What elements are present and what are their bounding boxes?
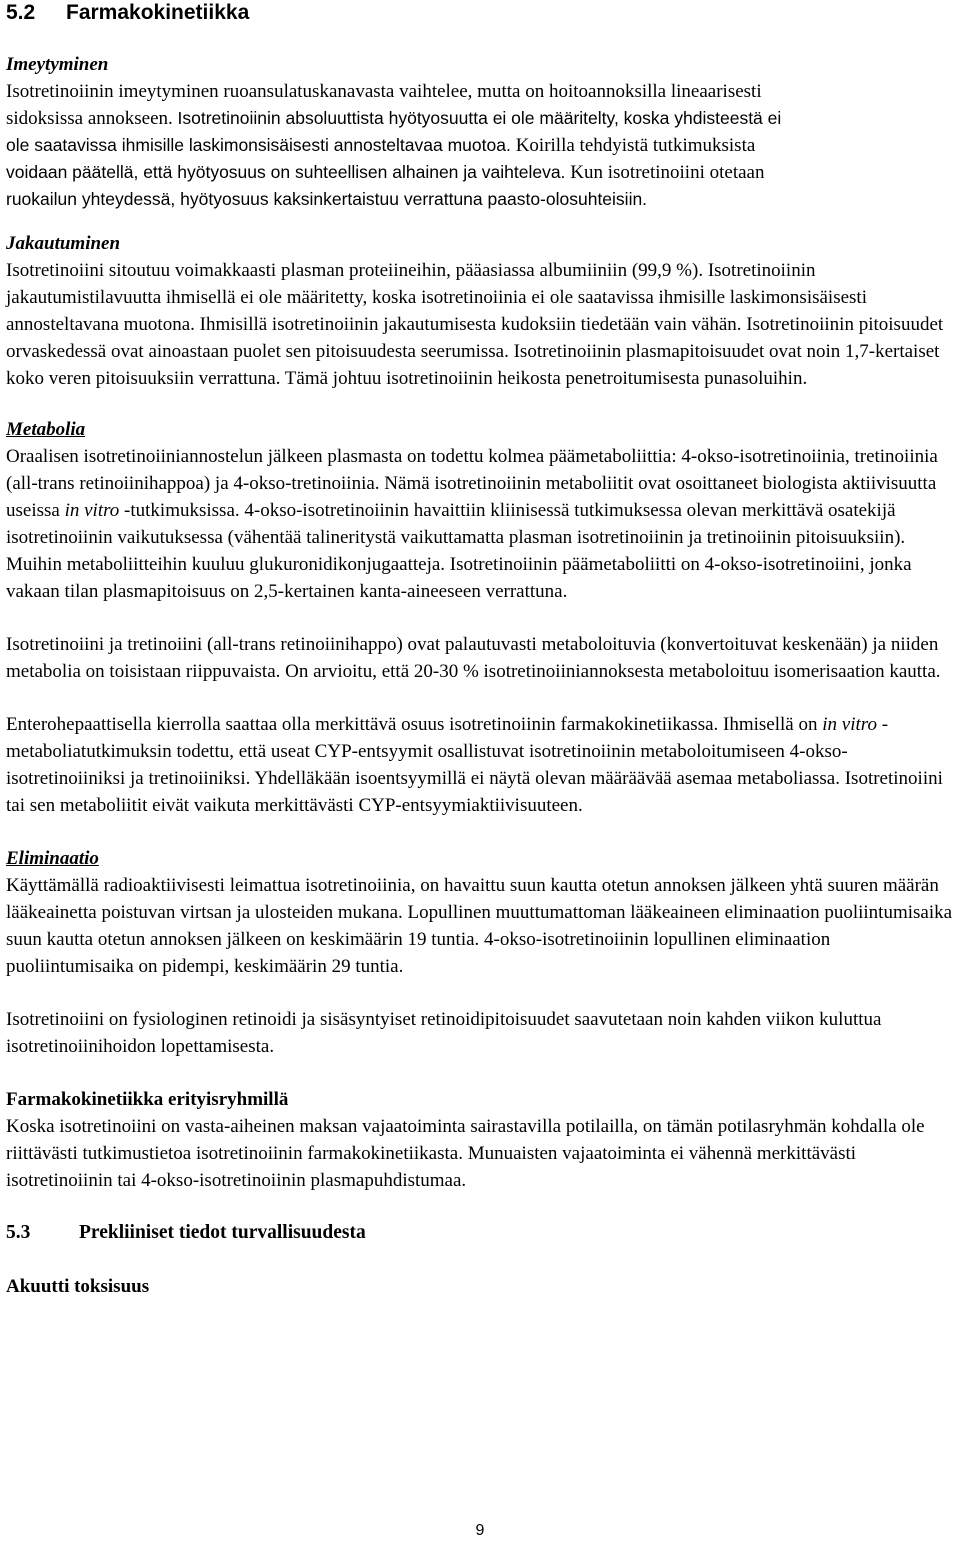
metabolia-p3-b: -metaboliatutkimuksin todettu, että useat CYP-entsyymit osallistuvat isotretinoiinin metaboloitumiseen 4-okso-isotretinoiiniksi ja tretinoiiniksi. Yhdelläkään isoentsyymillä ei näytä olevan määräävää asemaa metaboliassa. Isotretinoiini tai sen metaboliitit eivät vaikuta merkittävästi CYP-entsyymiaktiivisuuteen.	[6, 714, 943, 816]
subheading-metabolia: Metabolia	[6, 419, 86, 440]
paragraph-metabolia-3	[6, 711, 956, 819]
subheading-jakautuminen: Jakautuminen	[6, 233, 121, 254]
imeytyminen-line-5: ruokailun yhteydessä, hyötyosuus kaksinkertaistuu verrattuna paasto-olosuhteisiin.	[6, 189, 648, 209]
imeytyminen-line-4: voidaan päätellä, että hyötyosuus on suhteellisen alhainen ja vaihteleva.	[6, 162, 571, 182]
section-number: 5.3	[6, 1222, 31, 1243]
imeytyminen-line-2b: Isotretinoiinin absoluuttista hyötyosuutta ei ole määritelty, koska yhdisteestä ei	[177, 108, 782, 128]
paragraph-eliminaatio-2: Isotretinoiini on fysiologinen retinoidi ja sisäsyntyiset retinoidipitoisuudet saavutetaan noin kahden viikon kuluttua isotretinoiinihoidon lopettamisesta.	[6, 1009, 882, 1057]
metabolia-p3-a: Enterohepaattisella kierrolla saattaa olla merkittävä osuus isotretinoiinin farmakokinetiikassa. Ihmisellä on	[6, 714, 823, 735]
section-heading-5-2	[6, 0, 956, 25]
document-page	[6, 0, 956, 1300]
subheading-akuutti-toksisuus: Akuutti toksisuus	[6, 1276, 150, 1297]
paragraph-erityisryhmat: Koska isotretinoiini on vasta-aiheinen maksan vajaatoiminta sairastavilla potilailla, on tämän potilasryhmän kohdalla ole riittävästi tutkimustietoa isotretinoiinin farmakokinetiikasta. Munuaisten vajaatoiminta ei vähennä merkittävästi isotretinoiinin tai 4-okso-isotretinoiinin plasmapuhdistumaa.	[6, 1116, 925, 1191]
metabolia-p1-b: -tutkimuksissa. 4-okso-isotretinoiinin havaittiin kliinisessä tutkimuksessa olevan merkittävä osatekijä isotretinoiinin vaikutuksessa (vähentää talinerityst​ä vaikuttamatta plasman isotretinoiinin ja tretinoiinin pitoisuuksiin). Muihin metaboliitteihin kuuluu glukuronidikonjugaatteja. Isotretinoiinin päämetaboliitti on 4-okso-isotretinoiini, jonka vakaan tilan plasmapitoisuus on 2,5-kertainen kanta-aineeseen verrattuna.	[6, 500, 912, 602]
page-number: 9	[475, 1522, 485, 1539]
paragraph-metabolia-1	[6, 443, 956, 605]
imeytyminen-line-1: Isotretinoiinin imeytyminen ruoansulatuskanavasta vaihtelee, mutta on hoitoannoksilla lineaarisesti	[6, 81, 762, 102]
imeytyminen-line-4b: Kun isotretinoiini otetaan	[570, 162, 765, 183]
paragraph-metabolia-2: Isotretinoiini ja tretinoiini (all-trans retinoiinihappo) ovat palautuvasti metaboloituvia (konvertoituvat keskenään) ja niiden metabolia on toisistaan riippuvaista. On arvioitu, että 20-30 % isotretinoiiniannoksesta metaboloituu isomerisaation kautta.	[6, 634, 941, 682]
metabolia-p1-italic: in vitro	[64, 500, 120, 521]
section-number: 5.2	[6, 1, 36, 24]
metabolia-p1-a: Oraalisen isotretinoiiniannostelun jälkeen plasmasta on todettu kolmea päämetaboliittia: 4-okso-isotretinoiinia, tretinoiinia (all-trans retinoiinihappoa) ja 4-okso-tretinoiinia. Nämä isotretinoiinin metaboliitit ovat osoittaneet biologista aktiivisuutta useissa	[6, 446, 938, 521]
imeytyminen-line-3: ole saatavissa ihmisille laskimonsisäisesti annosteltavaa muotoa.	[6, 135, 516, 155]
section-title: Prekliiniset tiedot turvallisuudesta	[79, 1222, 366, 1243]
paragraph-imeytyminen	[6, 78, 956, 213]
imeytyminen-line-3b: Koirilla tehdyistä tutkimuksista	[515, 135, 756, 156]
section-heading-5-3	[6, 1220, 956, 1245]
subheading-imeytyminen: Imeytyminen	[6, 54, 109, 75]
paragraph-jakautuminen: Isotretinoiini sitoutuu voimakkaasti plasman proteiineihin, pääasiassa albumiiniin (99,9 %). Isotretinoiinin jakautumistilavuutta ihmisellä ei ole määritetty, koska isotretinoiinia ei ole saatavissa ihmisille laskimonsisäisesti annosteltavana muotona. Ihmisillä isotretinoiinin jakautumisesta kudoksiin tiedetään vain vähän. Isotretinoiinin pitoisuudet orvaskedessä ovat ainoastaan puolet sen pitoisuudesta seerumissa. Isotretinoiinin plasmapitoisuudet ovat noin 1,7-kertaiset koko veren pitoisuuksiin verrattuna. Tämä johtuu isotretinoiinin heikosta penetroitumisesta punasoluihin.	[6, 260, 944, 389]
paragraph-eliminaatio-1: Käyttämällä radioaktiivisesti leimattua isotretinoiinia, on havaittu suun kautta otetun annoksen jälkeen yhtä suuren määrän lääkeainetta poistuvan virtsan ja ulosteiden mukana. Lopullinen muuttumattoman lääkeaineen eliminaation puoliintumisaika suun kautta otetun annoksen jälkeen on keskimäärin 19 tuntia. 4-okso-isotretinoiinin lopullinen eliminaation puoliintumisaika on pidempi, keskimäärin 29 tuntia.	[6, 875, 953, 977]
subheading-eliminaatio: Eliminaatio	[6, 848, 99, 869]
subheading-erityisryhmat: Farmakokinetiikka erityisryhmillä	[6, 1089, 289, 1110]
section-title: Farmakokinetiikka	[66, 1, 250, 24]
imeytyminen-line-2a: sidoksissa annokseen.	[6, 108, 178, 129]
metabolia-p3-italic: in vitro	[822, 714, 877, 735]
